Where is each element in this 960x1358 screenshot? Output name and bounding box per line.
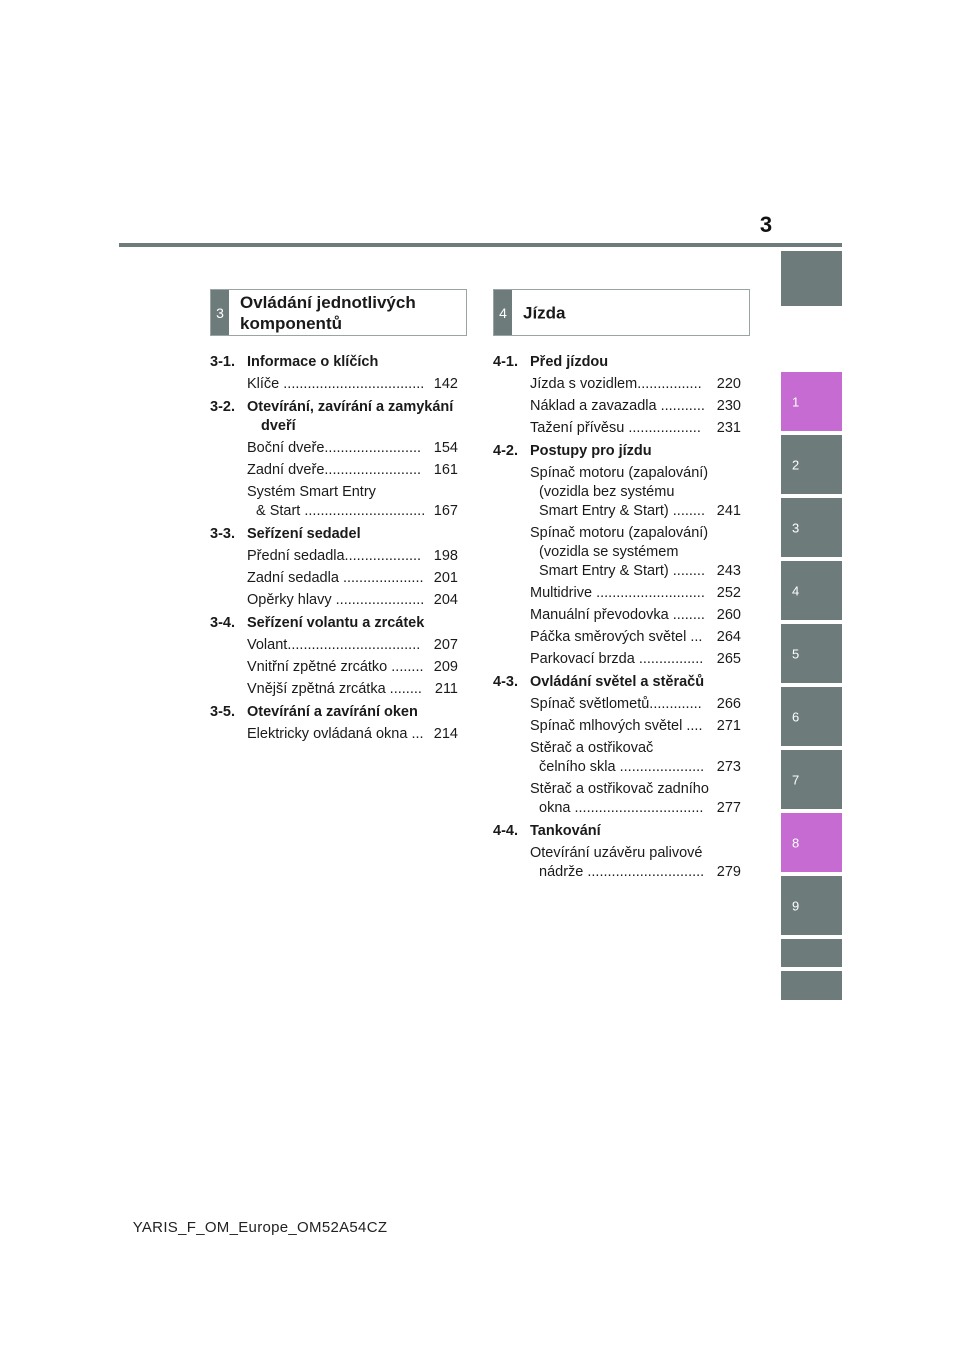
- section-code: 4-2.: [493, 443, 518, 459]
- entry-leader: ........: [672, 503, 705, 519]
- toc-entry[interactable]: [247, 375, 458, 394]
- toc-entry[interactable]: [247, 483, 458, 521]
- entry-text: Stěrač a ostřikovač: [530, 740, 654, 756]
- side-tab-5[interactable]: [781, 624, 842, 683]
- entry-leader: .............................: [587, 864, 705, 880]
- side-tab-1[interactable]: [781, 372, 842, 431]
- entry-text: Spínač motoru (zapalování): [530, 465, 709, 481]
- entry-leader: ...: [411, 726, 424, 742]
- entry-page: 220: [716, 376, 741, 392]
- entry-leader: ................................: [574, 800, 704, 816]
- entry-text: Stěrač a ostřikovač zadního: [530, 781, 709, 797]
- entry-page: 252: [716, 585, 741, 601]
- entry-text: Náklad a zavazadla: [530, 398, 657, 414]
- entry-leader: ........................: [324, 462, 422, 478]
- entry-text: Páčka směrových světel: [530, 629, 687, 645]
- entry-text: Volant: [247, 637, 288, 653]
- toc-entry[interactable]: [247, 547, 458, 566]
- entry-page: 230: [716, 398, 741, 414]
- entry-page: 214: [433, 726, 458, 742]
- toc-section: [493, 353, 741, 372]
- entry-text-cont: čelního skla: [539, 759, 616, 775]
- section-code: 3-4.: [210, 615, 235, 631]
- side-tab-2[interactable]: [781, 435, 842, 494]
- side-tab-index[interactable]: [781, 939, 842, 967]
- section-name: Tankování: [530, 823, 601, 839]
- toc-entry[interactable]: [247, 636, 458, 655]
- entry-text: Tažení přívěsu: [530, 420, 625, 436]
- entry-text: Elektricky ovládaná okna: [247, 726, 408, 742]
- side-tab-7[interactable]: [781, 750, 842, 809]
- section-code: 3-3.: [210, 526, 235, 542]
- toc-entry[interactable]: [530, 739, 741, 777]
- entry-text: Spínač mlhových světel: [530, 718, 683, 734]
- document-footer: YARIS_F_OM_Europe_OM52A54CZ: [132, 1219, 388, 1236]
- side-tab-label: 4: [792, 583, 800, 598]
- entry-page: 204: [433, 592, 458, 608]
- entry-leader: ..............................: [304, 503, 426, 519]
- section-header-3: [210, 289, 467, 336]
- entry-page: 241: [716, 503, 741, 519]
- entry-text: Vnější zpětná zrcátka: [247, 681, 386, 697]
- entry-leader: ...................................: [283, 376, 425, 392]
- side-tab-label: 6: [792, 709, 800, 724]
- entry-leader: ........: [672, 607, 705, 623]
- entry-text: Klíče: [247, 376, 280, 392]
- section-code: 3-2.: [210, 399, 235, 415]
- entry-text: Otevírání uzávěru palivové: [530, 845, 703, 861]
- section-name: Otevírání, zavírání a zamykání: [247, 399, 454, 415]
- side-tab-label: 3: [792, 520, 800, 535]
- entry-page: 266: [716, 696, 741, 712]
- toc-section: [210, 525, 458, 544]
- section-code: 4-4.: [493, 823, 518, 839]
- section-code: 3-5.: [210, 704, 235, 720]
- section-title: Jízda: [523, 303, 566, 322]
- entry-page: 198: [433, 548, 458, 564]
- page-number: 3: [759, 212, 773, 237]
- side-tab-6[interactable]: [781, 687, 842, 746]
- entry-leader: .............: [649, 696, 702, 712]
- entry-leader: ...........................: [596, 585, 705, 601]
- entry-text: Spínač motoru (zapalování): [530, 525, 709, 541]
- section-name: Seřízení volantu a zrcátek: [247, 615, 425, 631]
- entry-page: 154: [433, 440, 458, 456]
- entry-text: Vnitřní zpětné zrcátko: [247, 659, 388, 675]
- entry-leader: .................................: [287, 637, 421, 653]
- section-title: [240, 292, 416, 334]
- side-tab-9[interactable]: [781, 876, 842, 935]
- entry-leader: ......................: [335, 592, 425, 608]
- entry-text-cont: (vozidla se systémem: [539, 544, 679, 560]
- entry-leader: ...........: [660, 398, 705, 414]
- toc-entry[interactable]: [530, 397, 741, 416]
- section-number: 3: [211, 290, 229, 335]
- entry-text: Zadní dveře: [247, 462, 325, 478]
- toc-section: [210, 614, 458, 633]
- entry-leader: ................: [638, 651, 704, 667]
- toc-section: [210, 703, 458, 722]
- entry-text: Multidrive: [530, 585, 593, 601]
- side-tab-label: 7: [792, 772, 800, 787]
- toc-entry[interactable]: [530, 606, 741, 625]
- toc-entry[interactable]: [530, 844, 741, 882]
- entry-leader: ........: [391, 659, 424, 675]
- entry-leader: ........................: [324, 440, 422, 456]
- entry-leader: .....................: [619, 759, 705, 775]
- side-tab-label: 1: [792, 394, 800, 409]
- toc-section: [493, 442, 741, 461]
- entry-leader: ........: [389, 681, 422, 697]
- entry-text-cont: & Start: [256, 503, 301, 519]
- side-tab-blank-top[interactable]: [781, 251, 842, 306]
- entry-text-cont: Smart Entry & Start): [539, 503, 669, 519]
- entry-text: Přední sedadla: [247, 548, 345, 564]
- entry-text: Systém Smart Entry: [247, 484, 376, 500]
- entry-page: 260: [716, 607, 741, 623]
- entry-text: Jízda s vozidlem: [530, 376, 638, 392]
- entry-page: 271: [716, 718, 741, 734]
- entry-page: 167: [433, 503, 458, 519]
- entry-text-cont: okna: [539, 800, 571, 816]
- section-name: Postupy pro jízdu: [530, 443, 652, 459]
- toc-entry[interactable]: [247, 569, 458, 588]
- toc-entry[interactable]: [530, 717, 741, 736]
- toc-section: [210, 398, 458, 436]
- side-tab-3[interactable]: [781, 498, 842, 557]
- entry-text-cont: (vozidla bez systému: [539, 484, 675, 500]
- entry-page: 209: [433, 659, 458, 675]
- toc-right: [493, 353, 741, 882]
- entry-text-cont: nádrže: [539, 864, 584, 880]
- section-code: 3-1.: [210, 354, 235, 370]
- entry-leader: ..................: [628, 420, 701, 436]
- toc-section: [210, 353, 458, 372]
- toc-entry[interactable]: [530, 695, 741, 714]
- section-title-line: komponentů: [240, 313, 342, 333]
- toc-entry[interactable]: [530, 628, 741, 647]
- toc-entry[interactable]: [247, 680, 458, 699]
- section-name: Otevírání a zavírání oken: [247, 704, 418, 720]
- entry-text: Zadní sedadla: [247, 570, 339, 586]
- entry-text: Parkovací brzda: [530, 651, 635, 667]
- entry-leader: ................: [637, 376, 702, 392]
- toc-left: [210, 353, 458, 744]
- side-tab-4[interactable]: [781, 561, 842, 620]
- entry-text: Boční dveře: [247, 440, 325, 456]
- section-name: Ovládání světel a stěračů: [530, 674, 705, 690]
- entry-leader: ....................: [342, 570, 424, 586]
- toc-entry[interactable]: [530, 780, 741, 818]
- section-name: Seřízení sedadel: [247, 526, 361, 542]
- entry-page: 161: [433, 462, 458, 478]
- section-name-cont: dveří: [261, 418, 296, 434]
- toc-entry[interactable]: [247, 725, 458, 744]
- side-tab-label: 8: [792, 835, 800, 850]
- entry-leader: ........: [672, 563, 705, 579]
- toc-entry[interactable]: [247, 461, 458, 480]
- entry-page: 264: [716, 629, 741, 645]
- side-tab-label: 5: [792, 646, 800, 661]
- entry-page: 211: [434, 681, 458, 697]
- toc-entry[interactable]: [247, 658, 458, 677]
- side-tab-8[interactable]: [781, 813, 842, 872]
- side-tab-label: 9: [792, 898, 800, 913]
- entry-page: 231: [716, 420, 741, 436]
- entry-text: Spínač světlometů: [530, 696, 650, 712]
- side-tab-label: 2: [792, 457, 800, 472]
- entry-text: Opěrky hlavy: [247, 592, 332, 608]
- entry-leader: ....: [686, 718, 703, 734]
- header-rule: [119, 243, 842, 247]
- toc-entry[interactable]: [530, 524, 741, 581]
- section-name: Informace o klíčích: [247, 354, 379, 370]
- section-code: 4-3.: [493, 674, 518, 690]
- entry-page: 243: [716, 563, 741, 579]
- entry-page: 277: [716, 800, 741, 816]
- toc-entry[interactable]: [247, 439, 458, 458]
- entry-page: 201: [433, 570, 458, 586]
- entry-text-cont: Smart Entry & Start): [539, 563, 669, 579]
- toc-entry[interactable]: [530, 650, 741, 669]
- toc-entry[interactable]: [530, 375, 741, 394]
- section-name: Před jízdou: [530, 354, 609, 370]
- toc-entry[interactable]: [247, 591, 458, 610]
- entry-leader: ...: [690, 629, 703, 645]
- toc-section: [493, 673, 741, 692]
- toc-section: [493, 822, 741, 841]
- toc-entry[interactable]: [530, 584, 741, 603]
- toc-entry[interactable]: [530, 464, 741, 521]
- entry-page: 265: [716, 651, 741, 667]
- entry-text: Manuální převodovka: [530, 607, 669, 623]
- section-number: 4: [494, 290, 512, 335]
- section-title-line: Ovládání jednotlivých: [240, 292, 416, 312]
- side-tab-search[interactable]: [781, 971, 842, 1000]
- toc-entry[interactable]: [530, 419, 741, 438]
- section-header-4: [493, 289, 750, 336]
- entry-page: 273: [716, 759, 741, 775]
- section-code: 4-1.: [493, 354, 518, 370]
- entry-page: 279: [716, 864, 741, 880]
- entry-leader: ...................: [344, 548, 422, 564]
- entry-page: 142: [433, 376, 458, 392]
- entry-page: 207: [433, 637, 458, 653]
